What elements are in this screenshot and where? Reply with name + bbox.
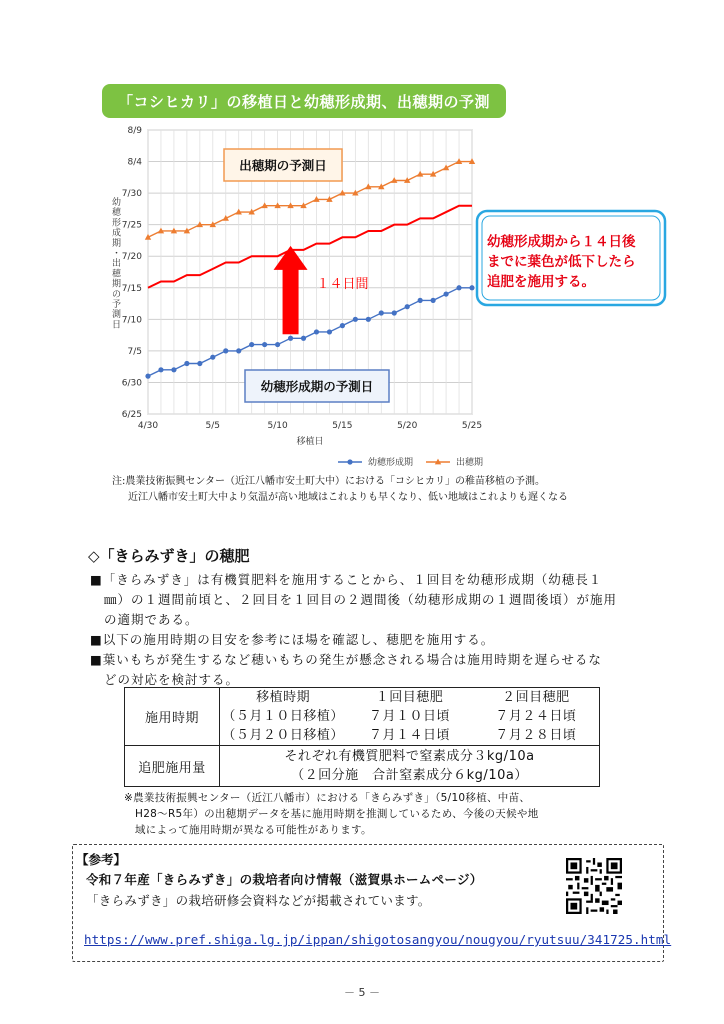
data-point-panicle: [366, 317, 371, 322]
fertilizer-schedule-table: [124, 687, 600, 787]
table-header-timing: 施用時期: [125, 688, 220, 746]
data-point-panicle: [469, 285, 474, 290]
col-transplant: 移植時期: [256, 690, 311, 705]
reference-link[interactable]: https://www.pref.shiga.lg.jp/ippan/shigotosangyou/nougyou/ryutsuu/341725.html: [84, 932, 672, 947]
callout-line: までに葉色が低下したら: [487, 254, 636, 270]
qr-code-icon[interactable]: [566, 858, 622, 914]
section-title: ◇「きらみずき」の穂肥: [88, 547, 250, 565]
data-point-panicle: [327, 329, 332, 334]
col-second: ２回目穂肥: [502, 690, 570, 705]
r2-first: ７月１４日頃: [368, 728, 450, 743]
panicle-label: 幼穂形成期の予測日: [260, 379, 374, 394]
data-point-panicle: [405, 304, 410, 309]
reference-line1: 令和７年産「きらみずき」の栽培者向け情報（滋賀県ホームページ）: [86, 872, 483, 887]
table-header-amount: 追肥施用量: [125, 746, 220, 787]
data-point-panicle: [223, 348, 228, 353]
r1-transplant: （５月１０日移植）: [222, 709, 344, 724]
data-point-panicle: [431, 298, 436, 303]
para-1: ■「きらみずき」は有機質肥料を施用することから、１回目を幼穂形成期（幼穂長１: [90, 572, 603, 587]
table-cell-amount: [220, 746, 600, 787]
legend-label-panicle: 幼穂形成期: [368, 458, 414, 468]
data-point-panicle: [171, 367, 176, 372]
table-cell-timing: [220, 688, 600, 746]
x-axis-label: 移植日: [296, 437, 324, 447]
y-tick-label: 6/30: [121, 378, 142, 389]
footnote-line2: H28～R5年）の出穂期データを基に施用時期を推測しているため、今後の天候や地: [135, 808, 539, 820]
data-point-panicle: [418, 298, 423, 303]
reference-line2: 「きらみずき」の栽培研修会資料などが掲載されています。: [86, 893, 431, 908]
footnote-line1: ※農業技術振興センター（近江八幡市）における「きらみずき」（5/10移植、中苗、: [124, 792, 531, 804]
data-point-panicle: [145, 374, 150, 379]
para-2: ■以下の施用時期の目安を参考にほ場を確認し、穂肥を施用する。: [90, 632, 495, 647]
y-tick-label: 7/5: [127, 346, 142, 357]
data-point-panicle: [301, 336, 306, 341]
callout-line: 幼穂形成期から１４日後: [487, 234, 636, 250]
y-axis-label: 幼穂形成期・出穂期の予測日: [112, 198, 122, 331]
chart-note: [112, 474, 568, 506]
y-tick-label: 7/30: [121, 189, 142, 200]
y-tick-label: 7/10: [121, 315, 142, 326]
r2-second: ７月２８日頃: [495, 728, 577, 743]
data-point-panicle: [262, 342, 267, 347]
data-point-panicle: [379, 310, 384, 315]
x-tick-label: 5/15: [332, 421, 353, 431]
chart-note-line1: 注:農業技術振興センター（近江八幡市安土町大中）における「コシヒカリ」の稚苗移植の予測。: [112, 476, 545, 487]
arrow-label: １４日間: [316, 277, 369, 293]
r1-first: ７月１０日頃: [368, 709, 450, 724]
y-tick-label: 6/25: [121, 410, 142, 420]
reference-tag: 【参考】: [76, 852, 127, 867]
col-first: １回目穂肥: [375, 690, 444, 705]
x-tick-label: 4/30: [137, 421, 159, 431]
y-tick-label: 7/15: [121, 283, 142, 294]
data-point-panicle: [340, 323, 345, 328]
y-tick-label: 7/25: [121, 220, 142, 231]
para-1c: の適期である。: [104, 612, 199, 627]
data-point-panicle: [197, 361, 202, 366]
heading-label: 出穂期の予測日: [239, 158, 327, 173]
x-tick-label: 5/20: [397, 421, 418, 431]
y-tick-label: 8/9: [127, 126, 142, 136]
r1-second: ７月２４日頃: [495, 709, 577, 724]
callout-line: 追肥を施用する。: [487, 274, 595, 290]
x-tick-label: 5/5: [205, 421, 221, 431]
amount-line2: （２回分施 合計窒素成分６kg/10a）: [291, 768, 528, 783]
y-tick-label: 7/20: [121, 252, 142, 263]
data-point-panicle: [443, 291, 448, 296]
y-tick-label: 8/4: [127, 157, 142, 168]
chart-title: 「コシヒカリ」の移植日と幼穂形成期、出穂期の予測: [117, 92, 490, 111]
footnote-line3: 域によって施用時期が異なる可能性があります。: [135, 824, 372, 836]
footnote: [124, 790, 539, 838]
r2-transplant: （５月２０日移植）: [222, 728, 344, 743]
data-point-panicle: [249, 342, 254, 347]
arrow-shaft: [283, 268, 299, 334]
data-point-panicle: [353, 317, 358, 322]
data-point-panicle: [288, 336, 293, 341]
data-point-panicle: [392, 310, 397, 315]
para-3: ■葉いもちが発生するなど穂いもちの発生が懸念される場合は施用時期を遅らせるな: [90, 652, 602, 667]
data-point-panicle: [236, 348, 241, 353]
x-tick-label: 5/10: [267, 421, 288, 431]
chart-svg: [0, 0, 724, 480]
legend-marker-panicle: [347, 459, 352, 464]
data-point-panicle: [275, 342, 280, 347]
para-1b: ㎜）の１週間前頃と、２回目を１回目の２週間後（幼穂形成期の１週間後頃）が施用: [104, 592, 618, 607]
chart-note-line2: 近江八幡市安土町大中より気温が高い地域はこれよりも早くなり、低い地域はこれよりも遅くなる: [128, 492, 568, 503]
section-body: [90, 570, 670, 690]
data-point-panicle: [210, 355, 215, 360]
data-point-panicle: [456, 285, 461, 290]
data-point-panicle: [314, 329, 319, 334]
amount-line1: それぞれ有機質肥料で窒素成分３kg/10a: [284, 749, 535, 764]
legend-label-heading: 出穂期: [456, 458, 484, 468]
data-point-panicle: [158, 367, 163, 372]
para-3b: どの対応を検討する。: [104, 672, 240, 687]
page-number: － 5 －: [344, 986, 380, 999]
data-point-panicle: [184, 361, 189, 366]
x-tick-label: 5/25: [461, 421, 483, 431]
